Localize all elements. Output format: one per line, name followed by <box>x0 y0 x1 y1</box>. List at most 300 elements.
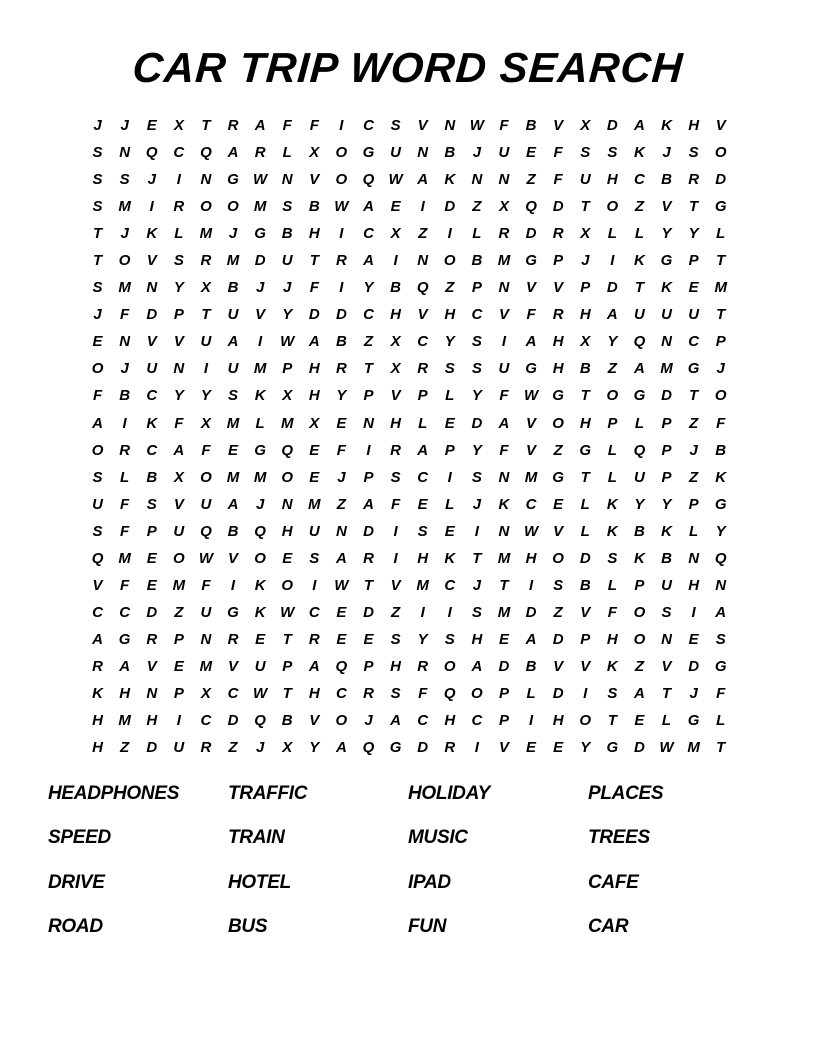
grid-letter: D <box>552 198 564 216</box>
grid-letter: T <box>499 576 509 594</box>
grid-letter: R <box>173 198 185 216</box>
grid-letter: S <box>119 171 130 189</box>
grid-letter: D <box>579 549 591 567</box>
grid-letter: V <box>661 657 672 675</box>
grid-letter: C <box>119 603 131 621</box>
grid-letter: Q <box>633 333 646 351</box>
grid-letter: B <box>715 441 727 459</box>
grid-letter: K <box>606 657 618 675</box>
grid-letter: M <box>714 279 727 297</box>
grid-letter: E <box>173 657 184 675</box>
grid-letter: F <box>418 685 428 702</box>
grid-letter: B <box>661 171 672 189</box>
grid-letter: D <box>634 739 645 757</box>
grid-letter: I <box>312 576 317 594</box>
grid-letter: C <box>363 225 374 243</box>
grid-letter: J <box>228 225 238 243</box>
grid-letter: R <box>552 306 564 324</box>
grid-letter: R <box>688 171 700 189</box>
grid-letter: T <box>716 306 726 324</box>
grid-letter: O <box>281 468 294 486</box>
grid-letter: S <box>228 387 239 405</box>
grid-letter: W <box>334 198 349 216</box>
grid-letter: A <box>417 441 429 459</box>
grid-letter: S <box>390 117 401 135</box>
grid-letter: A <box>390 712 401 730</box>
grid-letter: J <box>93 306 102 324</box>
grid-letter: A <box>606 306 618 324</box>
grid-letter: P <box>580 279 591 297</box>
grid-letter: V <box>146 252 157 270</box>
grid-letter: A <box>92 630 103 648</box>
grid-letter: Y <box>173 387 184 405</box>
grid-letter: G <box>389 739 402 757</box>
grid-letter: Y <box>471 387 482 405</box>
grid-letter: B <box>579 360 591 378</box>
grid-letter: Q <box>416 279 429 297</box>
grid-letter: D <box>335 306 347 324</box>
grid-letter: G <box>714 657 727 675</box>
grid-letter: K <box>661 117 672 135</box>
grid-letter: T <box>580 468 590 486</box>
grid-letter: O <box>227 198 239 216</box>
grid-letter: L <box>661 712 672 730</box>
grid-letter: X <box>498 198 509 216</box>
grid-letter: H <box>308 685 320 702</box>
grid-letter: L <box>580 495 590 513</box>
grid-letter: R <box>444 739 456 757</box>
grid-letter: N <box>281 495 293 513</box>
grid-letter: P <box>363 387 374 405</box>
grid-letter: S <box>390 685 401 702</box>
grid-letter: A <box>227 333 239 351</box>
grid-letter: R <box>200 739 212 757</box>
grid-letter: F <box>607 603 617 621</box>
grid-letter: V <box>526 441 537 459</box>
word-list-item: CAFE <box>588 871 639 893</box>
grid-letter: B <box>281 712 293 730</box>
grid-letter: E <box>146 576 157 594</box>
grid-letter: V <box>173 495 184 513</box>
grid-letter: O <box>281 576 294 594</box>
grid-letter: S <box>607 144 618 162</box>
grid-letter: I <box>610 252 615 270</box>
grid-letter: Z <box>634 198 644 216</box>
grid-letter: J <box>716 360 725 378</box>
grid-letter: I <box>203 360 208 378</box>
grid-letter: V <box>715 117 726 135</box>
grid-letter: A <box>634 360 645 378</box>
grid-letter: Z <box>336 495 346 513</box>
grid-letter: V <box>417 117 428 135</box>
grid-letter: I <box>420 603 425 621</box>
grid-letter: B <box>444 144 456 162</box>
grid-letter: Q <box>633 441 646 459</box>
grid-letter: H <box>606 630 618 648</box>
grid-letter: N <box>146 279 158 297</box>
grid-letter: Q <box>200 522 212 540</box>
grid-letter: O <box>335 712 348 730</box>
grid-letter: T <box>607 712 617 730</box>
grid-letter: I <box>420 198 425 216</box>
grid-letter: O <box>633 630 646 648</box>
grid-letter: P <box>498 685 509 702</box>
grid-letter: I <box>528 576 534 594</box>
grid-letter: U <box>200 603 212 621</box>
grid-letter: I <box>393 252 398 270</box>
grid-letter: T <box>363 576 374 594</box>
grid-letter: L <box>607 576 617 594</box>
grid-letter: E <box>390 198 401 216</box>
grid-letter: L <box>716 712 726 730</box>
grid-letter: J <box>120 117 129 135</box>
grid-letter: N <box>119 144 131 162</box>
grid-letter: N <box>200 630 212 648</box>
grid-letter: M <box>226 468 240 486</box>
grid-letter: G <box>606 739 619 757</box>
grid-letter: M <box>253 360 267 378</box>
grid-letter: H <box>308 360 320 378</box>
word-list-item: SPEED <box>48 827 111 849</box>
grid-letter: D <box>606 117 618 135</box>
grid-letter: B <box>281 225 293 243</box>
grid-letter: W <box>334 576 349 594</box>
grid-letter: G <box>714 495 727 513</box>
grid-letter: O <box>552 414 564 432</box>
grid-letter: T <box>201 306 211 324</box>
grid-letter: K <box>634 252 645 270</box>
grid-letter: H <box>552 333 564 351</box>
grid-letter: I <box>230 576 236 594</box>
grid-letter: D <box>525 225 537 243</box>
grid-letter: M <box>199 657 213 675</box>
grid-letter: A <box>715 603 727 621</box>
grid-letter: E <box>336 414 347 432</box>
grid-letter: M <box>308 495 321 513</box>
grid-letter: T <box>472 549 482 567</box>
grid-letter: F <box>174 414 184 432</box>
grid-letter: W <box>388 171 403 189</box>
grid-letter: I <box>339 279 344 297</box>
grid-letter: R <box>390 441 401 459</box>
grid-letter: V <box>553 522 564 540</box>
grid-letter: A <box>335 549 347 567</box>
grid-letter: S <box>661 603 672 621</box>
page-title: CAR TRIP WORD SEARCH <box>131 44 685 91</box>
grid-letter: A <box>363 495 374 513</box>
grid-letter: Z <box>363 333 374 351</box>
grid-letter: H <box>390 657 401 675</box>
grid-letter: Y <box>309 739 320 757</box>
grid-letter: E <box>228 441 239 459</box>
grid-letter: P <box>282 360 293 378</box>
grid-letter: D <box>715 171 727 189</box>
grid-letter: E <box>553 495 564 513</box>
grid-letter: H <box>552 360 564 378</box>
grid-letter: P <box>607 414 618 432</box>
grid-letter: S <box>607 549 618 567</box>
grid-letter: T <box>689 387 699 405</box>
grid-letter: H <box>444 306 456 324</box>
word-list-item: FUN <box>408 915 447 937</box>
grid-letter: I <box>176 171 181 189</box>
grid-letter: E <box>146 549 157 567</box>
grid-letter: R <box>498 225 510 243</box>
grid-letter: G <box>633 387 646 405</box>
grid-letter: J <box>120 225 129 243</box>
grid-letter: V <box>553 117 564 135</box>
grid-letter: N <box>715 576 727 594</box>
grid-letter: B <box>525 657 537 675</box>
grid-letter: P <box>498 712 509 730</box>
grid-letter: F <box>120 522 130 540</box>
grid-letter: R <box>227 630 239 648</box>
grid-letter: S <box>92 279 103 297</box>
grid-letter: C <box>444 576 456 594</box>
grid-letter: W <box>280 333 295 351</box>
grid-letter: M <box>172 576 186 594</box>
grid-letter: V <box>92 576 103 594</box>
grid-letter: D <box>308 306 320 324</box>
grid-letter: W <box>469 117 484 135</box>
grid-letter: U <box>227 306 239 324</box>
grid-letter: O <box>91 441 104 459</box>
grid-letter: U <box>281 252 293 270</box>
grid-letter: H <box>390 306 401 324</box>
grid-letter: H <box>471 630 483 648</box>
grid-letter: K <box>146 225 158 243</box>
grid-letter: U <box>688 306 700 324</box>
word-list-item: PLACES <box>588 783 664 804</box>
grid-letter: I <box>474 522 479 540</box>
grid-letter: O <box>471 685 483 702</box>
grid-letter: O <box>91 360 104 378</box>
grid-letter: Z <box>472 198 482 216</box>
grid-letter: B <box>227 279 239 297</box>
grid-letter: T <box>580 387 590 405</box>
grid-letter: C <box>471 712 483 730</box>
grid-letter: N <box>471 171 483 189</box>
grid-letter: R <box>119 441 131 459</box>
grid-letter: Y <box>661 495 672 513</box>
grid-letter: D <box>552 685 564 702</box>
grid-letter: F <box>499 117 509 135</box>
grid-letter: J <box>283 279 292 297</box>
grid-letter: N <box>335 522 347 540</box>
word-list-item: CAR <box>588 915 629 937</box>
grid-letter: K <box>606 522 618 540</box>
grid-letter: K <box>634 144 645 162</box>
grid-letter: F <box>499 387 509 405</box>
grid-letter: L <box>634 225 644 243</box>
grid-letter: X <box>390 333 401 351</box>
grid-letter: N <box>281 171 293 189</box>
grid-letter: O <box>172 549 185 567</box>
grid-letter: E <box>526 144 537 162</box>
grid-letter: M <box>660 360 673 378</box>
grid-letter: S <box>444 360 455 378</box>
grid-letter: P <box>363 468 374 486</box>
grid-letter: X <box>309 414 320 432</box>
grid-letter: E <box>688 630 699 648</box>
grid-letter: E <box>336 630 347 648</box>
grid-letter: I <box>501 333 507 351</box>
grid-letter: F <box>336 441 346 459</box>
grid-letter: G <box>552 468 564 486</box>
grid-letter: F <box>92 387 103 405</box>
grid-letter: J <box>472 144 482 162</box>
grid-letter: S <box>309 549 320 567</box>
grid-letter: U <box>146 360 158 378</box>
grid-letter: K <box>444 549 456 567</box>
grid-letter: U <box>173 739 185 757</box>
grid-letter: S <box>92 468 103 486</box>
grid-letter: R <box>92 657 103 675</box>
grid-letter: I <box>176 712 181 730</box>
grid-letter: D <box>227 712 239 730</box>
grid-letter: N <box>417 144 429 162</box>
grid-letter: S <box>688 144 699 162</box>
grid-letter: U <box>661 306 672 324</box>
grid-letter: T <box>661 685 672 702</box>
word-list-item: TREES <box>588 827 650 849</box>
grid-letter: O <box>118 252 131 270</box>
grid-letter: F <box>309 117 319 135</box>
grid-letter: X <box>390 225 401 243</box>
grid-letter: C <box>363 306 374 324</box>
grid-letter: X <box>580 333 591 351</box>
grid-letter: S <box>471 603 482 621</box>
grid-letter: Q <box>362 739 375 757</box>
grid-letter: G <box>687 712 700 730</box>
grid-letter: X <box>200 685 211 702</box>
grid-letter: E <box>444 522 455 540</box>
grid-letter: Q <box>335 657 348 675</box>
grid-letter: N <box>661 630 672 648</box>
grid-letter: J <box>662 144 671 162</box>
grid-letter: S <box>417 522 428 540</box>
grid-letter: F <box>201 576 211 594</box>
grid-letter: S <box>471 468 482 486</box>
grid-letter: Y <box>282 306 293 324</box>
grid-letter: J <box>689 441 698 459</box>
letter-grid <box>84 112 734 761</box>
grid-letter: P <box>553 252 564 270</box>
grid-letter: X <box>390 360 401 378</box>
grid-letter: E <box>363 630 374 648</box>
grid-letter: C <box>146 387 158 405</box>
grid-letter: B <box>471 252 483 270</box>
grid-letter: B <box>525 117 537 135</box>
grid-letter: S <box>553 576 564 594</box>
word-list-item: TRAFFIC <box>228 783 308 804</box>
grid-letter: W <box>523 522 539 540</box>
grid-letter: H <box>579 306 591 324</box>
grid-letter: G <box>714 198 727 216</box>
grid-letter: U <box>200 333 212 351</box>
grid-letter: P <box>715 333 726 351</box>
grid-letter: N <box>498 171 510 189</box>
grid-letter: Z <box>418 225 428 243</box>
grid-letter: D <box>363 522 374 540</box>
grid-letter: G <box>525 360 537 378</box>
grid-letter: V <box>580 657 591 675</box>
grid-letter: N <box>661 333 672 351</box>
grid-letter: I <box>474 739 479 757</box>
grid-letter: Q <box>362 171 375 189</box>
grid-letter: H <box>579 414 591 432</box>
grid-letter: N <box>173 360 185 378</box>
grid-letter: Q <box>254 712 266 730</box>
grid-letter: P <box>417 387 428 405</box>
grid-letter: V <box>255 306 266 324</box>
grid-letter: B <box>661 549 672 567</box>
grid-letter: K <box>444 171 456 189</box>
grid-letter: J <box>93 117 102 135</box>
grid-letter: A <box>119 657 131 675</box>
grid-letter: B <box>308 198 320 216</box>
grid-letter: M <box>226 252 240 270</box>
grid-letter: Q <box>525 198 537 216</box>
word-list-item: HOTEL <box>228 871 291 893</box>
grid-letter: K <box>254 576 266 594</box>
grid-letter: H <box>552 712 564 730</box>
grid-letter: H <box>525 549 537 567</box>
grid-letter: P <box>688 495 699 513</box>
grid-letter: M <box>253 468 267 486</box>
grid-letter: G <box>525 252 537 270</box>
grid-letter: U <box>498 144 510 162</box>
grid-letter: N <box>200 171 212 189</box>
grid-letter: N <box>498 522 510 540</box>
grid-letter: J <box>689 685 698 702</box>
grid-letter: H <box>146 712 158 730</box>
grid-letter: R <box>335 252 347 270</box>
grid-letter: H <box>390 414 401 432</box>
grid-letter: K <box>634 549 645 567</box>
grid-letter: J <box>337 468 346 486</box>
grid-letter: R <box>146 630 158 648</box>
grid-letter: L <box>472 225 482 243</box>
grid-letter: F <box>201 441 211 459</box>
grid-letter: I <box>339 225 344 243</box>
grid-letter: D <box>688 657 700 675</box>
grid-letter: A <box>227 495 239 513</box>
grid-letter: L <box>716 225 726 243</box>
grid-letter: D <box>417 739 429 757</box>
grid-letter: S <box>390 630 401 648</box>
grid-letter: X <box>200 414 211 432</box>
word-list-item: DRIVE <box>48 871 105 893</box>
grid-letter: I <box>122 414 127 432</box>
grid-letter: L <box>689 522 699 540</box>
grid-letter: M <box>280 414 294 432</box>
grid-letter: Z <box>526 171 536 189</box>
grid-letter: H <box>119 685 131 702</box>
grid-letter: P <box>661 468 672 486</box>
grid-letter: A <box>634 685 645 702</box>
grid-letter: A <box>92 414 103 432</box>
grid-letter: E <box>146 117 157 135</box>
grid-letter: D <box>471 414 483 432</box>
grid-letter: C <box>227 685 239 702</box>
grid-letter: U <box>634 468 645 486</box>
grid-letter: C <box>417 333 429 351</box>
grid-letter: N <box>498 279 510 297</box>
grid-letter: A <box>363 252 374 270</box>
grid-letter: C <box>200 712 212 730</box>
grid-letter: F <box>716 685 726 702</box>
